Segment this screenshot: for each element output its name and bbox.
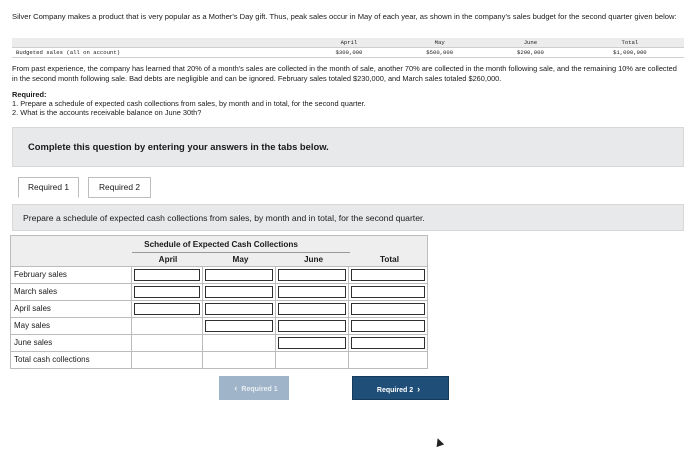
budget-value-april: $300,000 — [304, 48, 395, 58]
next-button[interactable] — [352, 376, 449, 400]
cell-jun-april — [132, 335, 203, 352]
cell-feb-total[interactable] — [349, 267, 428, 284]
cell-jun-total[interactable] — [349, 335, 428, 352]
collection-pattern-text: From past experience, the company has learned that 20% of a month's sales are collected in the month of sale, another 70% are collected in the month following sale, and the remaining 10% are collected in the second month following sale. Bad debts are negligible and can be ignored. February sales totaled $230,000, and March sales totaled $260,000. — [12, 64, 677, 83]
budget-row-label: Budgeted sales (all on account) — [12, 48, 304, 58]
cell-jun-june[interactable] — [276, 335, 349, 352]
cell-mar-total[interactable] — [349, 284, 428, 301]
sales-budget-header-row — [12, 38, 684, 48]
input-may-total[interactable] — [351, 320, 425, 332]
cell-may-june[interactable] — [276, 318, 349, 335]
schedule-col-april: April — [158, 255, 178, 264]
row-label-march: March sales — [10, 284, 132, 301]
input-may-may[interactable] — [205, 320, 273, 332]
instruction-text: Prepare a schedule of expected cash collections from sales, by month and in total, for the second quarter. — [23, 213, 425, 223]
sales-budget-row — [12, 48, 684, 58]
chevron-left-icon: ‹ — [234, 383, 238, 393]
required-item-2: 2. What is the accounts receivable balance on June 30th? — [12, 108, 202, 117]
sales-budget-blank-cell — [12, 38, 304, 48]
cell-jun-may — [203, 335, 276, 352]
input-feb-june[interactable] — [278, 269, 346, 281]
previous-button-label: Required 1 — [241, 386, 278, 393]
input-jun-june[interactable] — [278, 337, 346, 349]
input-mar-total[interactable] — [351, 286, 425, 298]
required-title: Required: — [12, 90, 47, 99]
cell-total-may — [203, 352, 276, 369]
input-apr-april[interactable] — [134, 303, 200, 315]
row-label-april: April sales — [10, 301, 132, 318]
tab-required-1[interactable]: Required 1 — [18, 177, 79, 198]
cell-feb-may[interactable] — [203, 267, 276, 284]
row-label-total: Total cash collections — [10, 352, 132, 369]
mouse-cursor-icon — [434, 437, 444, 447]
schedule-col-may: May — [232, 255, 249, 264]
required-section — [12, 90, 684, 117]
cell-total-total — [349, 352, 428, 369]
cell-may-may[interactable] — [203, 318, 276, 335]
budget-col-april: April — [304, 38, 395, 48]
cell-apr-total[interactable] — [349, 301, 428, 318]
instruction-panel — [12, 204, 684, 231]
budget-value-june: $200,000 — [485, 48, 576, 58]
tab-required-2[interactable]: Required 2 — [88, 177, 151, 198]
cell-apr-june[interactable] — [276, 301, 349, 318]
input-apr-june[interactable] — [278, 303, 346, 315]
row-label-may: May sales — [10, 318, 132, 335]
input-may-june[interactable] — [278, 320, 346, 332]
schedule-col-total: Total — [380, 255, 399, 264]
sales-budget-table — [12, 38, 684, 58]
cash-collections-schedule — [10, 235, 428, 370]
cell-apr-may[interactable] — [203, 301, 276, 318]
cell-apr-april[interactable] — [132, 301, 203, 318]
schedule-header — [10, 235, 428, 267]
cell-mar-april[interactable] — [132, 284, 203, 301]
cell-mar-may[interactable] — [203, 284, 276, 301]
budget-value-may: $500,000 — [394, 48, 485, 58]
chevron-right-icon: › — [417, 384, 421, 394]
input-jun-total[interactable] — [351, 337, 425, 349]
required-item-1: 1. Prepare a schedule of expected cash collections from sales, by month and in total, for the second quarter. — [12, 99, 366, 108]
row-label-june: June sales — [10, 335, 132, 352]
budget-col-may: May — [394, 38, 485, 48]
cell-feb-june[interactable] — [276, 267, 349, 284]
input-apr-total[interactable] — [351, 303, 425, 315]
previous-button[interactable] — [219, 376, 289, 400]
schedule-header-rule — [132, 252, 350, 253]
cell-total-april — [132, 352, 203, 369]
problem-intro: Silver Company makes a product that is very popular as a Mother's Day gift. Thus, peak sales occur in May of each year, as shown in the company's sales budget for the second quarter given below: — [12, 12, 677, 21]
input-apr-may[interactable] — [205, 303, 273, 315]
complete-prompt: Complete this question by entering your answers in the tabs below. — [28, 141, 329, 152]
input-feb-total[interactable] — [351, 269, 425, 281]
input-feb-may[interactable] — [205, 269, 273, 281]
schedule-col-june: June — [303, 255, 324, 264]
input-feb-april[interactable] — [134, 269, 200, 281]
budget-col-total: Total — [576, 38, 684, 48]
cell-feb-april[interactable] — [132, 267, 203, 284]
cell-total-june — [276, 352, 349, 369]
input-mar-june[interactable] — [278, 286, 346, 298]
next-button-label: Required 2 — [376, 387, 414, 394]
cell-may-total[interactable] — [349, 318, 428, 335]
cell-may-april — [132, 318, 203, 335]
budget-value-total: $1,000,000 — [576, 48, 684, 58]
schedule-title: Schedule of Expected Cash Collections — [144, 240, 298, 249]
complete-prompt-panel — [12, 127, 684, 167]
input-mar-may[interactable] — [205, 286, 273, 298]
budget-col-june: June — [485, 38, 576, 48]
input-mar-april[interactable] — [134, 286, 200, 298]
cell-mar-june[interactable] — [276, 284, 349, 301]
row-label-february: February sales — [10, 267, 132, 284]
